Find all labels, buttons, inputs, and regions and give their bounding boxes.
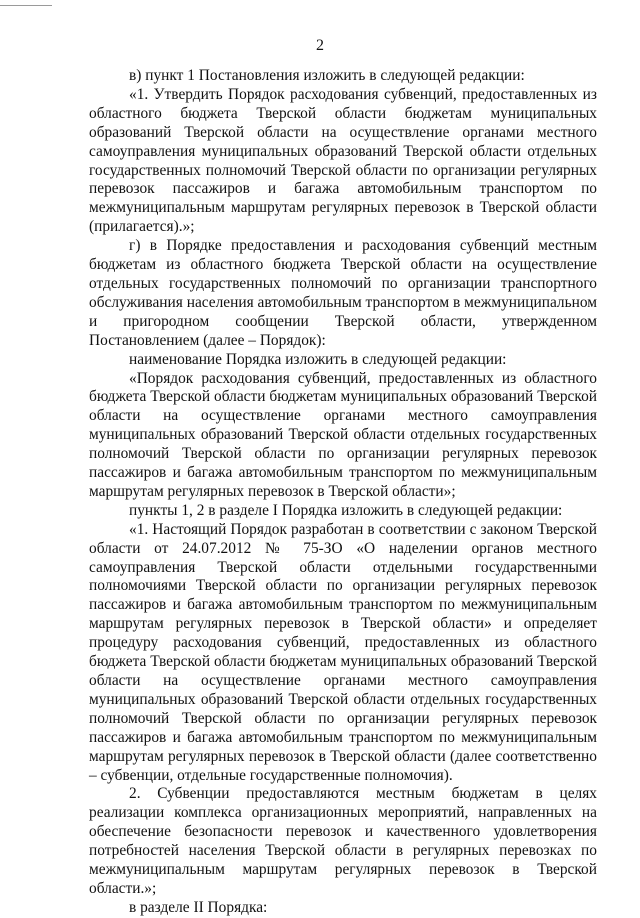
paragraph-quote-point-1-section: «1. Настоящий Порядок разработан в соответствии с законом Тверской области от 24.07.2012 № 75-ЗО «О наделении органов местного самоуправления Тверской области отдельными государственными полномочиями Тверской области по организации регулярных перевозок пассажиров и багажа автомобильным транспортом по межмуниципальным маршрутам регулярных перевозок в Тверской области» и определяет процедуру расходования субвенций, предоставленных из областного бюджета Тверской области бюджетам муниципальных образований Тверской области на осуществление органами местного самоуправления муниципальных образований Тверской области отдельных государственных полномочий Тверской области по организации регулярных перевозок пассажиров и багажа автомобильным транспортом по межмуниципальным маршрутам регулярных перевозок в Тверской области (далее соответственно – субвенции, отдельные государственные полномочия). (89, 520, 597, 784)
paragraph-title-change: наименование Порядка изложить в следующей редакции: (129, 350, 507, 368)
document-body (89, 67, 597, 918)
page-number: 2 (316, 37, 324, 54)
paragraph-quote-title: «Порядок расходования субвенций, предоставленных из областного бюджета Тверской области бюджетам муниципальных образований Тверской области на осуществление органами местного самоуправления муниципальных образований Тверской области отдельных государственных полномочий Тверской области по организации регулярных перевозок пассажиров и багажа автомобильным транспортом по межмуниципальным маршрутам регулярных перевозок в Тверской области»; (89, 369, 597, 500)
paragraph-section-1-change: пункты 1, 2 в разделе I Порядка изложить в следующей редакции: (129, 501, 563, 519)
paragraph-item-v: в) пункт 1 Постановления изложить в следующей редакции: (129, 67, 525, 84)
paragraph-point-2: 2. Субвенции предоставляются местным бюджетам в целях реализации комплекса организационных мероприятий, направленных на обеспечение безопасности перевозок и качественного удовлетворения потребностей населения Тверской области в регулярных перевозках по межмуниципальным маршрутам регулярных перевозок в Тверской области.»; (89, 785, 597, 897)
paragraph-section-2: в разделе II Порядка: (129, 898, 268, 916)
paragraph-item-g: г) в Порядке предоставления и расходования субвенций местным бюджетам из областного бюджета Тверской области на осуществление отдельных государственных полномочий по организации транспортного обслуживания населения автомобильным транспортом в межмуниципальном и пригородном сообщении Тверской области, утвержденном Постановлением (далее – Порядок): (89, 237, 597, 349)
paragraph-quote-point-1: «1. Утвердить Порядок расходования субвенций, предоставленных из областного бюджета Тверской области бюджетам муниципальных образований Тверской области на осуществление органами местного самоуправления муниципальных образований Тверской области отдельных государственных полномочий Тверской области по организации регулярных перевозок пассажиров и багажа автомобильным транспортом по межмуниципальным маршрутам регулярных перевозок в Тверской области (прилагается).»; (89, 85, 597, 236)
top-rule (0, 5, 52, 6)
